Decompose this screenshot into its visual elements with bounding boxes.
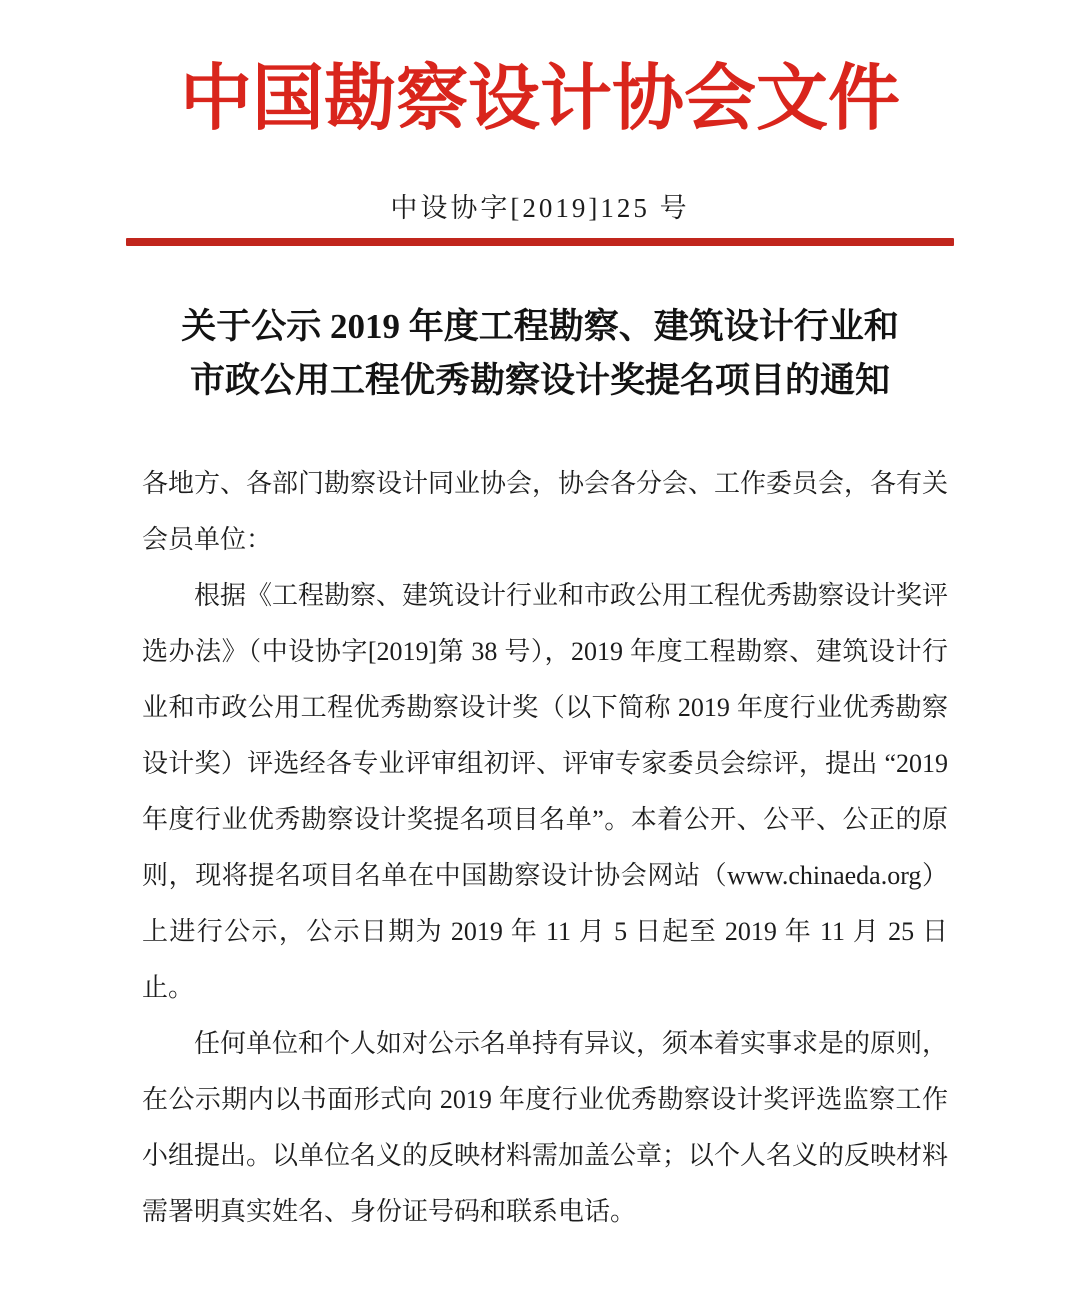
document-body [142, 456, 948, 1240]
salutation: 各地方、各部门勘察设计同业协会，协会各分会、工作委员会，各有关会员单位： [142, 469, 949, 554]
document-reference-number: 中设协字[2019]125 号 [390, 193, 690, 223]
notice-title-line-2: 市政公用工程优秀勘察设计奖提名项目的通知 [189, 361, 890, 400]
letterhead-title: 中国勘察设计协会文件 [179, 59, 900, 139]
paragraph-objection-procedure: 任何单位和个人如对公示名单持有异议，须本着实事求是的原则，在公示期内以书面形式向 2019 年度行业优秀勘察设计奖评选监察工作小组提出。以单位名义的反映材料需加盖公章；以个人名义的反映材料需署明真实姓名、身份证号码和联系电话。 [142, 1029, 949, 1226]
red-divider-line [126, 238, 954, 246]
notice-title [110, 300, 970, 408]
notice-title-line-1: 关于公示 2019 年度工程勘察、建筑设计行业和 [181, 307, 899, 346]
paragraph-nomination-announcement: 根据《工程勘察、建筑设计行业和市政公用工程优秀勘察设计奖评选办法》（中设协字[2019]第 38 号），2019 年度工程勘察、建筑设计行业和市政公用工程优秀勘察设计奖（以下简称 2019 年度行业优秀勘察设计奖）评选经各专业评审组初评、评审专家委员会综评，提出 “2019 年度行业优秀勘察设计奖提名项目名单”。本着公开、公平、公正的原则，现将提名项目名单在中国勘察设计协会网站（www.chinaeda.org）上进行公示，公示日期为 2019 年 11 月 5 日起至 2019 年 11 月 25 日止。 [142, 581, 949, 1002]
